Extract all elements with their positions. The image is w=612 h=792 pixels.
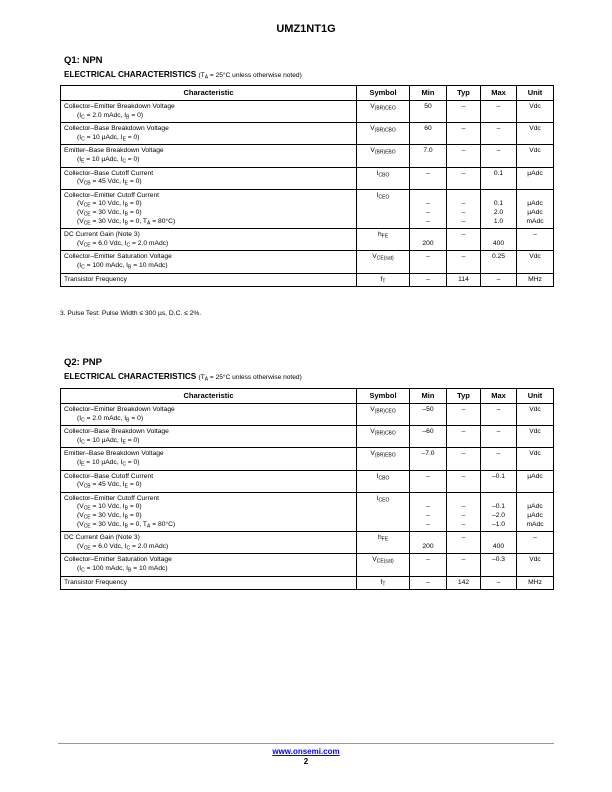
table-row: [61, 229, 554, 251]
symbol-cell: $h_{FE}$: [357, 532, 410, 554]
max-cell: –: [481, 101, 517, 123]
max-cell: 0.25: [481, 251, 517, 273]
min-cell: –: [410, 554, 447, 576]
characteristic-cell: Collector–Emitter Breakdown Voltage ($I_C = 2.0$ mAdc, $I_B = 0$): [61, 101, 357, 123]
min-cell: 7.0: [410, 145, 447, 167]
typ-cell: 142: [447, 576, 481, 590]
table-row: [61, 167, 554, 189]
typ-cell: –: [447, 554, 481, 576]
characteristic-cell: Emitter–Base Breakdown Voltage ($I_E = 10$ µAdc, $I_C = 0$): [61, 145, 357, 167]
column-header: Min: [410, 389, 447, 404]
symbol-cell: $V_{CE(sat)}$: [357, 554, 410, 576]
characteristic-cell: DC Current Gain (Note 3) ($V_{CE} = 6.0$ Vdc, $I_C = 2.0$ mAdc): [61, 532, 357, 554]
max-cell: –: [481, 404, 517, 426]
unit-cell: Vdc: [517, 554, 554, 576]
symbol-cell: $f_T$: [357, 576, 410, 590]
symbol-cell: $V_{(BR)CBO}$: [357, 123, 410, 145]
header-row: [61, 389, 554, 404]
column-header: Max: [481, 389, 517, 404]
typ-cell: – – –: [447, 492, 481, 531]
max-cell: –0.3: [481, 554, 517, 576]
footnote: 3. Pulse Test: Pulse Width ≤ 300 µs, D.C. ≤ 2%.: [60, 310, 202, 317]
min-cell: 50: [410, 101, 447, 123]
typ-cell: –: [447, 404, 481, 426]
characteristic-cell: Collector–Emitter Saturation Voltage ($I_C = 100$ mAdc, $I_B = 10$ mAdc): [61, 554, 357, 576]
table-row: [61, 532, 554, 554]
symbol-cell: $V_{(BR)CEO}$: [357, 101, 410, 123]
table-row: [61, 123, 554, 145]
min-cell: –50: [410, 404, 447, 426]
column-header: Unit: [517, 86, 554, 101]
min-cell: – – –: [410, 189, 447, 228]
unit-cell: Vdc: [517, 123, 554, 145]
page-number: 2: [303, 757, 309, 766]
typ-cell: –: [447, 251, 481, 273]
max-cell: –: [481, 426, 517, 448]
unit-cell: Vdc: [517, 448, 554, 470]
section-heading: Q2: PNP: [64, 357, 103, 368]
unit-cell: Vdc: [517, 145, 554, 167]
unit-cell: Vdc: [517, 404, 554, 426]
column-header: Unit: [517, 389, 554, 404]
unit-cell: µAdc µAdc mAdc: [517, 492, 554, 531]
typ-cell: –: [447, 426, 481, 448]
column-header: Typ: [447, 86, 481, 101]
unit-cell: –: [517, 229, 554, 251]
unit-cell: µAdc µAdc mAdc: [517, 189, 554, 228]
symbol-cell: $I_{CBO}$: [357, 470, 410, 492]
typ-cell: 114: [447, 273, 481, 287]
characteristic-cell: Transistor Frequency: [61, 576, 357, 590]
table-row: [61, 492, 554, 531]
table-heading: ELECTRICAL CHARACTERISTICS ($T_A = 25^\circ C$ unless otherwise noted): [64, 70, 302, 81]
characteristic-cell: Transistor Frequency: [61, 273, 357, 287]
table-row: [61, 101, 554, 123]
min-cell: –7.0: [410, 448, 447, 470]
column-header: Typ: [447, 389, 481, 404]
min-cell: –: [410, 576, 447, 590]
column-header: Max: [481, 86, 517, 101]
symbol-cell: $V_{(BR)CEO}$: [357, 404, 410, 426]
page-title: UMZ1NT1G: [276, 23, 336, 35]
symbol-cell: $V_{(BR)EBO}$: [357, 145, 410, 167]
min-cell: –: [410, 470, 447, 492]
unit-cell: µAdc: [517, 470, 554, 492]
typ-cell: –: [447, 229, 481, 251]
unit-cell: Vdc: [517, 101, 554, 123]
min-cell: 200: [410, 532, 447, 554]
unit-cell: µAdc: [517, 167, 554, 189]
symbol-cell: $h_{FE}$: [357, 229, 410, 251]
table-row: [61, 273, 554, 287]
characteristic-cell: Collector–Emitter Breakdown Voltage ($I_C = 2.0$ mAdc, $I_B = 0$): [61, 404, 357, 426]
max-cell: 400: [481, 532, 517, 554]
column-header: Characteristic: [61, 389, 357, 404]
footer-link[interactable]: www.onsemi.com: [272, 747, 340, 756]
unit-cell: MHz: [517, 576, 554, 590]
typ-cell: –: [447, 101, 481, 123]
symbol-cell: $V_{(BR)CBO}$: [357, 426, 410, 448]
table-heading: ELECTRICAL CHARACTERISTICS ($T_A = 25^\circ C$ unless otherwise noted): [64, 372, 302, 383]
characteristic-cell: Collector–Base Cutoff Current ($V_{CB} = 45$ Vdc, $I_E = 0$): [61, 167, 357, 189]
max-cell: 0.1: [481, 167, 517, 189]
characteristic-cell: DC Current Gain (Note 3) ($V_{CE} = 6.0$ Vdc, $I_C = 2.0$ mAdc): [61, 229, 357, 251]
column-header: Min: [410, 86, 447, 101]
table-row: [61, 576, 554, 590]
typ-cell: –: [447, 123, 481, 145]
characteristic-cell: Collector–Base Breakdown Voltage ($I_C = 10$ µAdc, $I_E = 0$): [61, 123, 357, 145]
max-cell: 400: [481, 229, 517, 251]
characteristic-cell: Collector–Base Breakdown Voltage ($I_C = 10$ µAdc, $I_E = 0$): [61, 426, 357, 448]
min-cell: 200: [410, 229, 447, 251]
typ-cell: –: [447, 448, 481, 470]
column-header: Symbol: [357, 389, 410, 404]
max-cell: –: [481, 145, 517, 167]
column-header: Characteristic: [61, 86, 357, 101]
symbol-cell: $V_{(BR)EBO}$: [357, 448, 410, 470]
header-row: [61, 86, 554, 101]
typ-cell: –: [447, 167, 481, 189]
max-cell: –: [481, 576, 517, 590]
unit-cell: –: [517, 532, 554, 554]
table-row: [61, 470, 554, 492]
characteristic-cell: Collector–Base Cutoff Current ($V_{CB} = 45$ Vdc, $I_E = 0$): [61, 470, 357, 492]
column-header: Symbol: [357, 86, 410, 101]
symbol-cell: $I_{CEO}$: [357, 189, 410, 228]
max-cell: 0.1 2.0 1.0: [481, 189, 517, 228]
max-cell: –0.1 –2.0 –1.0: [481, 492, 517, 531]
min-cell: –: [410, 251, 447, 273]
unit-cell: Vdc: [517, 251, 554, 273]
table-row: [61, 189, 554, 228]
characteristic-cell: Collector–Emitter Cutoff Current ($V_{CE} = 10$ Vdc, $I_B = 0$) ($V_{CE} = 30$ Vdc, $I_B = 0$) ($V_{CE} = 30$ Vdc, $I_B = 0$, $T_A = 80^\circ C$): [61, 492, 357, 531]
typ-cell: –: [447, 470, 481, 492]
table-row: [61, 145, 554, 167]
unit-cell: Vdc: [517, 426, 554, 448]
min-cell: –: [410, 273, 447, 287]
min-cell: –60: [410, 426, 447, 448]
table-row: [61, 554, 554, 576]
electrical-characteristics-table: [60, 388, 554, 590]
symbol-cell: $I_{CEO}$: [357, 492, 410, 531]
characteristic-cell: Collector–Emitter Saturation Voltage ($I_C = 100$ mAdc, $I_B = 10$ mAdc): [61, 251, 357, 273]
typ-cell: – – –: [447, 189, 481, 228]
max-cell: –0.1: [481, 470, 517, 492]
max-cell: –: [481, 123, 517, 145]
symbol-cell: $I_{CBO}$: [357, 167, 410, 189]
characteristic-cell: Collector–Emitter Cutoff Current ($V_{CE} = 10$ Vdc, $I_B = 0$) ($V_{CE} = 30$ Vdc, $I_B = 0$) ($V_{CE} = 30$ Vdc, $I_B = 0$, $T_A = 80^\circ C$): [61, 189, 357, 228]
table-row: [61, 251, 554, 273]
min-cell: –: [410, 167, 447, 189]
table-row: [61, 426, 554, 448]
typ-cell: –: [447, 532, 481, 554]
unit-cell: MHz: [517, 273, 554, 287]
min-cell: – – –: [410, 492, 447, 531]
table-conditions: ($T_A = 25^\circ C$ unless otherwise noted): [198, 72, 302, 81]
table-conditions: ($T_A = 25^\circ C$ unless otherwise noted): [198, 374, 302, 383]
electrical-characteristics-table: [60, 85, 554, 287]
typ-cell: –: [447, 145, 481, 167]
footer-divider: [58, 743, 554, 744]
table-row: [61, 404, 554, 426]
section-heading: Q1: NPN: [64, 55, 103, 66]
symbol-cell: $f_T$: [357, 273, 410, 287]
table-row: [61, 448, 554, 470]
symbol-cell: $V_{CE(sat)}$: [357, 251, 410, 273]
min-cell: 60: [410, 123, 447, 145]
max-cell: –: [481, 448, 517, 470]
characteristic-cell: Emitter–Base Breakdown Voltage ($I_E = 10$ µAdc, $I_C = 0$): [61, 448, 357, 470]
max-cell: –: [481, 273, 517, 287]
